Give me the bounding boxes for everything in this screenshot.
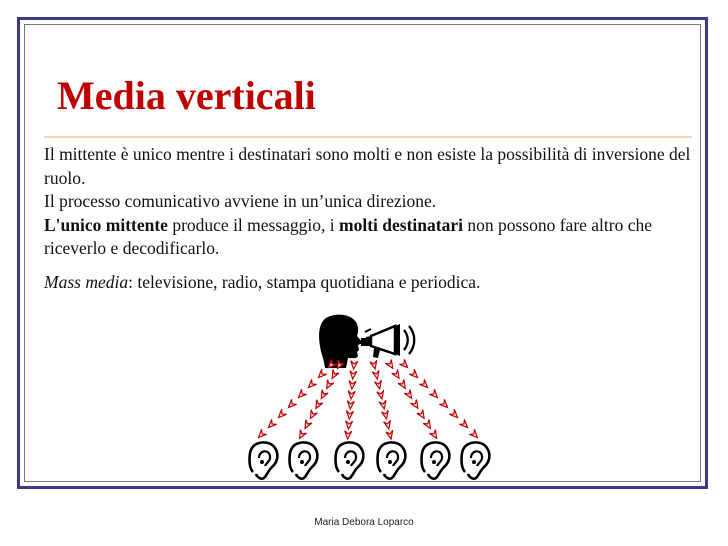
receivers-group: [250, 442, 490, 478]
arrow-chevron: [350, 371, 357, 379]
paragraph-sender: Il mittente è unico mentre i destinatari sono molti e non esiste la possibilità di inversione del ruolo.: [44, 144, 691, 188]
arrow-line: [370, 360, 393, 439]
arrow-chevron: [300, 430, 307, 439]
arrow-chevron: [349, 381, 356, 389]
slide-title: Media verticali: [57, 73, 316, 118]
bold-sender: L'unico mittente: [44, 214, 168, 235]
arrow-chevron: [404, 390, 411, 399]
bold-receivers: molti destinatari: [339, 214, 463, 235]
ear-icon: [250, 442, 278, 478]
paragraph-direction: Il processo comunicativo avviene in un’unica direzione.: [44, 191, 437, 211]
roles-end: non possono fare altro che riceverlo e decodificarlo.: [44, 214, 653, 258]
arrow-chevron: [419, 379, 427, 387]
arrow-chevron: [381, 410, 388, 419]
arrow-chevron: [327, 380, 334, 389]
arrow-chevron: [321, 390, 328, 399]
arrow-chevron: [377, 390, 384, 399]
arrow-chevron: [439, 399, 447, 407]
broadcast-arrows: [258, 359, 477, 439]
paragraph-roles: [44, 214, 694, 261]
arrow-line: [385, 360, 436, 439]
arrow-chevron: [384, 420, 391, 429]
ear-icon: [422, 442, 450, 478]
arrow-chevron: [409, 369, 417, 377]
arrow-chevron: [316, 400, 323, 409]
slide-footer: Maria Debora Loparco: [314, 517, 414, 528]
arrow-chevron: [379, 400, 386, 409]
ear-icon: [336, 442, 364, 478]
paragraph-mass-media: [44, 271, 694, 295]
roles-middle: produce il messaggio, i: [167, 214, 340, 235]
arrow-chevron: [429, 389, 437, 397]
ear-icon: [290, 442, 318, 478]
arrow-chevron: [370, 360, 377, 369]
title-divider: [44, 136, 692, 138]
arrow-chevron: [411, 400, 418, 409]
arrow-chevron: [298, 389, 306, 397]
arrow-chevron: [398, 380, 405, 389]
arrow-chevron: [429, 430, 436, 439]
arrow-chevron: [345, 431, 352, 439]
arrow-chevron: [469, 429, 477, 437]
arrow-chevron: [348, 391, 355, 399]
arrow-chevron: [351, 361, 358, 369]
arrow-chevron: [310, 410, 317, 419]
arrow-chevron: [374, 380, 381, 389]
arrow-chevron: [449, 409, 457, 417]
slide-body: [44, 143, 694, 294]
ear-icon: [378, 442, 406, 478]
arrow-chevron: [332, 370, 339, 379]
arrow-chevron: [258, 429, 266, 437]
arrow-chevron: [347, 401, 354, 409]
arrow-chevron: [346, 421, 353, 429]
mass-media-term: Mass media: [44, 271, 129, 292]
arrow-chevron: [386, 430, 393, 439]
arrow-chevron: [399, 359, 407, 367]
arrow-chevron: [278, 409, 286, 417]
arrow-chevron: [288, 399, 296, 407]
arrow-chevron: [268, 419, 276, 427]
arrow-chevron: [308, 379, 316, 387]
arrow-line: [258, 359, 336, 437]
arrow-chevron: [417, 410, 424, 419]
broadcast-illustration: [240, 312, 500, 484]
arrow-chevron: [459, 419, 467, 427]
arrow-chevron: [346, 411, 353, 419]
arrow-line: [345, 361, 358, 439]
arrow-chevron: [305, 420, 312, 429]
arrow-chevron: [318, 369, 326, 377]
arrow-chevron: [392, 370, 399, 379]
arrow-chevron: [385, 360, 392, 369]
ear-icon: [462, 442, 490, 478]
arrow-chevron: [423, 420, 430, 429]
arrow-chevron: [372, 370, 379, 379]
mass-media-list: : televisione, radio, stampa quotidiana e periodica.: [128, 271, 481, 292]
